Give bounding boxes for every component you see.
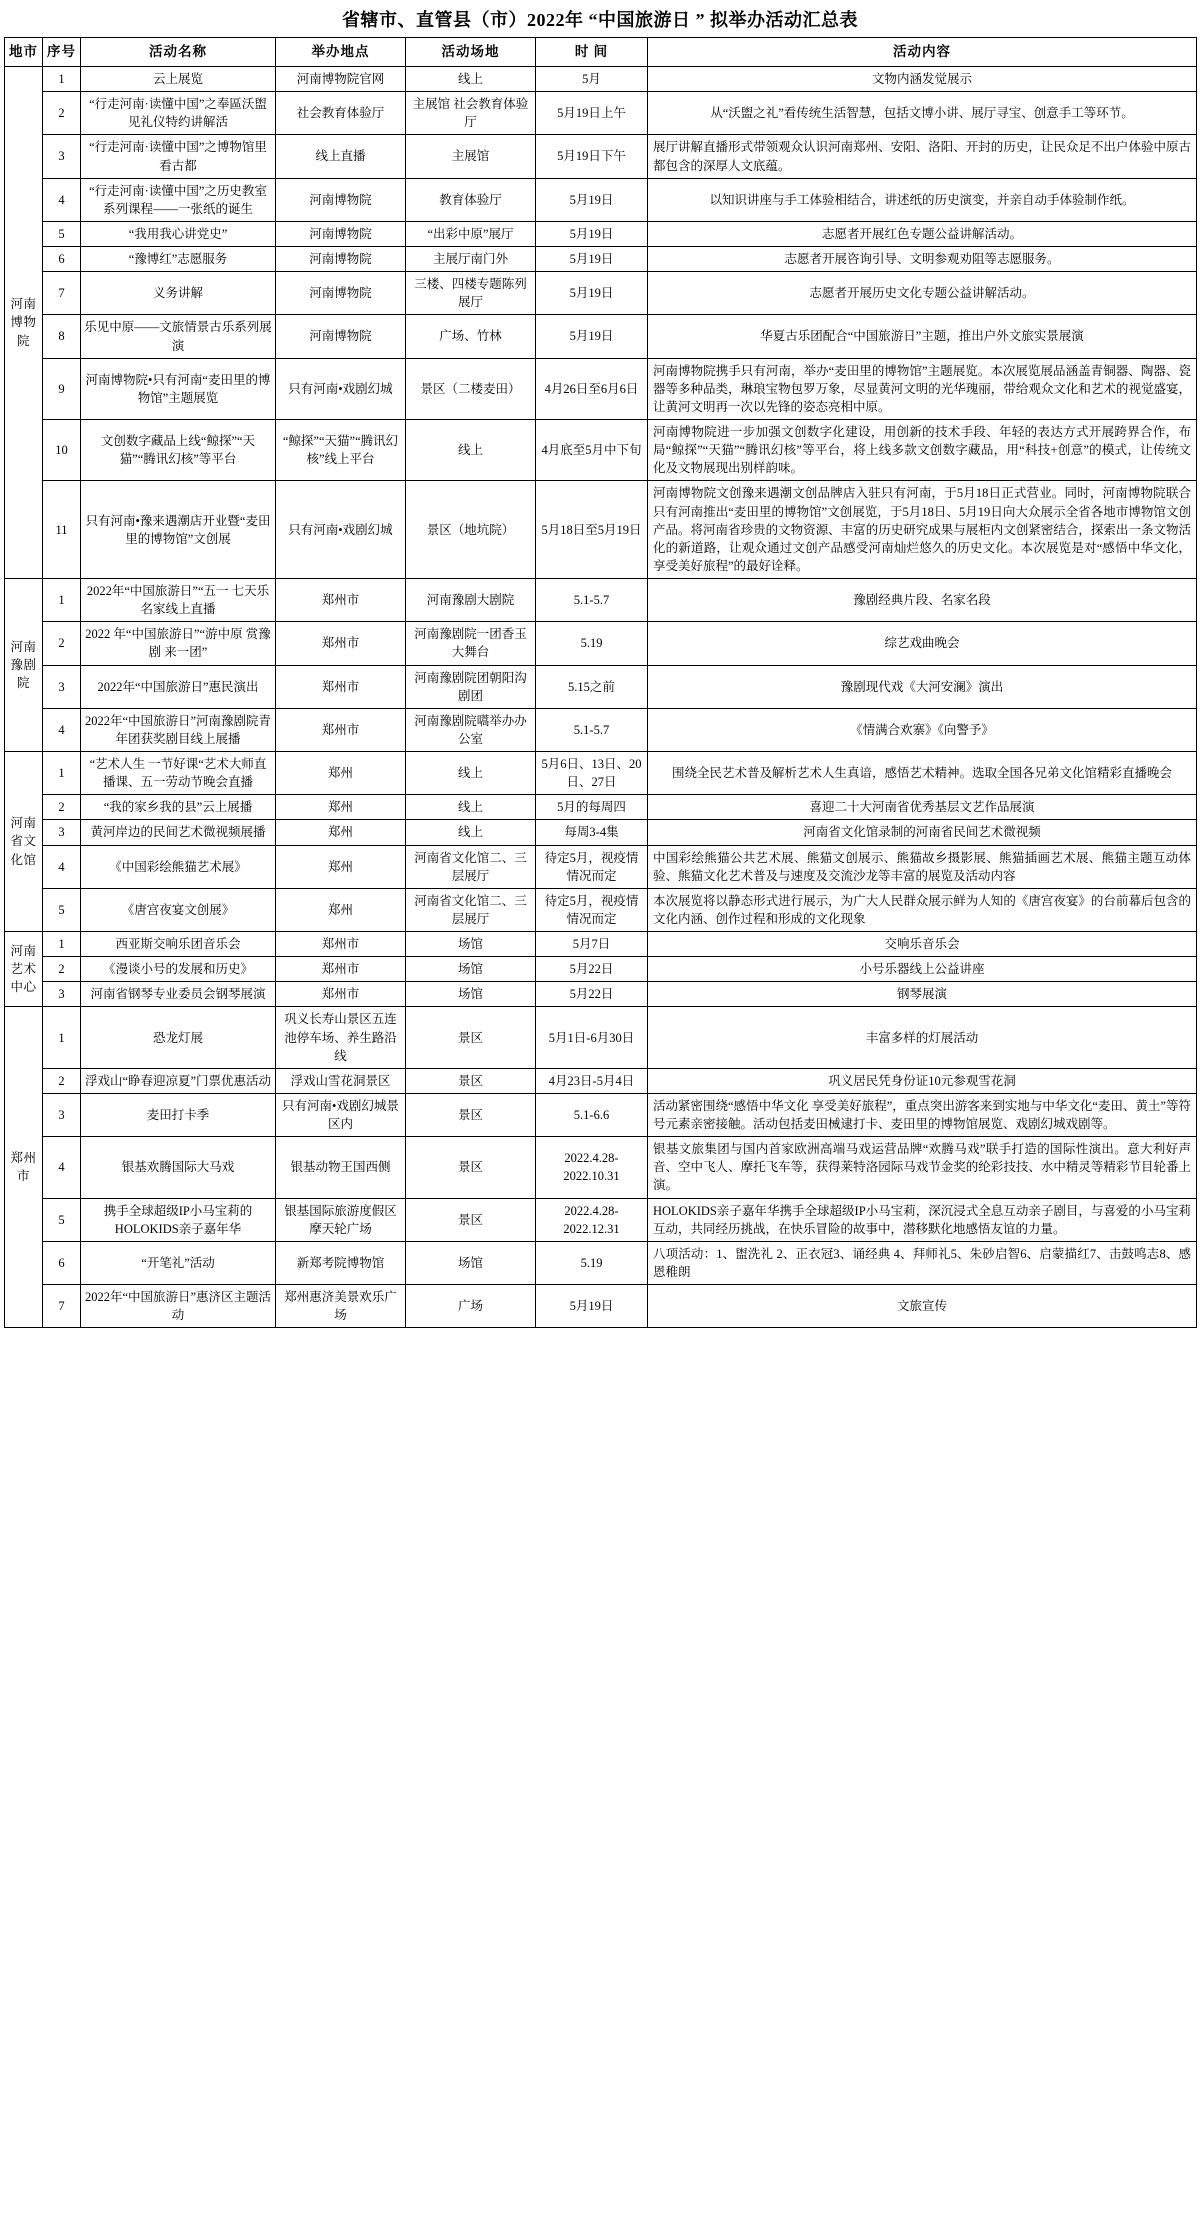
- activity-time: 5.15之前: [536, 665, 648, 708]
- table-row: [5, 92, 1197, 135]
- activity-location: 郑州: [276, 820, 406, 845]
- activity-content: 豫剧现代戏《大河安澜》演出: [648, 665, 1197, 708]
- row-index: 4: [43, 708, 81, 751]
- row-index: 9: [43, 358, 81, 419]
- activity-location: 郑州: [276, 795, 406, 820]
- activity-time: 2022.4.28-2022.10.31: [536, 1137, 648, 1198]
- activity-name: “我用我心讲党史”: [81, 221, 276, 246]
- column-header-venue: 活动场地: [406, 38, 536, 67]
- activity-venue: 景区（二楼麦田）: [406, 358, 536, 419]
- table-row: [5, 420, 1197, 481]
- table-row: [5, 481, 1197, 579]
- activity-name: 《漫谈小号的发展和历史》: [81, 957, 276, 982]
- activity-time: 5.19: [536, 622, 648, 665]
- row-index: 3: [43, 1093, 81, 1136]
- table-row: [5, 845, 1197, 888]
- row-index: 2: [43, 795, 81, 820]
- activity-location: 只有河南•戏剧幻城景区内: [276, 1093, 406, 1136]
- activity-name: “艺术人生 一节好课“艺术大师直播课、五一劳动节晚会直播: [81, 752, 276, 795]
- table-row: [5, 315, 1197, 358]
- activity-venue: “出彩中原”展厅: [406, 221, 536, 246]
- table-row: [5, 67, 1197, 92]
- activity-venue: 景区: [406, 1068, 536, 1093]
- activity-time: 5月18日至5月19日: [536, 481, 648, 579]
- activity-content: 河南博物院进一步加强文创数字化建设，用创新的技术手段、年轻的表达方式开展跨界合作，布局“鲸探”“天猫”“腾讯幻核”等平台，将上线多款文创数字藏品，用“科技+创意”的模式，让传统文化及文物展现出别样韵味。: [648, 420, 1197, 481]
- table-row: [5, 622, 1197, 665]
- activity-content: 志愿者开展咨询引导、文明参观劝阻等志愿服务。: [648, 247, 1197, 272]
- activity-time: 5月: [536, 67, 648, 92]
- activity-location: 巩义长寿山景区五连池停车场、养生路沿线: [276, 1007, 406, 1068]
- activity-location: 河南博物院: [276, 315, 406, 358]
- table-row: [5, 1285, 1197, 1328]
- activity-content: HOLOKIDS亲子嘉年华携手全球超级IP小马宝莉，深沉浸式全息互动亲子剧目，与喜爱的小马宝莉互动，共同经历挑战，在快乐冒险的故事中，潜移默化地感悟友谊的力量。: [648, 1198, 1197, 1241]
- activity-time: 5月19日: [536, 272, 648, 315]
- activity-name: 黄河岸边的民间艺术微视频展播: [81, 820, 276, 845]
- activity-time: 5月22日: [536, 957, 648, 982]
- table-row: [5, 1241, 1197, 1284]
- column-header-time: 时 间: [536, 38, 648, 67]
- table-row: [5, 1068, 1197, 1093]
- activity-name: 河南博物院•只有河南“麦田里的博物馆”主题展览: [81, 358, 276, 419]
- row-index: 8: [43, 315, 81, 358]
- activity-content: 河南博物院携手只有河南，举办“麦田里的博物馆”主题展览。本次展览展品涵盖青铜器、陶器、瓷器等多种品类，琳琅宝物包罗万象，尽显黄河文明的光华瑰丽，带给观众文化和艺术的视觉盛宴，让黄河文明再一次以先锋的姿态亮相中原。: [648, 358, 1197, 419]
- row-index: 10: [43, 420, 81, 481]
- activity-name: 2022年“中国旅游日”河南豫剧院青年团获奖剧目线上展播: [81, 708, 276, 751]
- activity-name: “行走河南·读懂中国”之奉區沃盥见礼仪特约讲解活: [81, 92, 276, 135]
- activity-location: 只有河南•戏剧幻城: [276, 481, 406, 579]
- group-cell-city: 河南艺术中心: [5, 932, 43, 1007]
- column-header-index: 序号: [43, 38, 81, 67]
- activity-location: 银基动物王国西侧: [276, 1137, 406, 1198]
- activity-name: “豫博红”志愿服务: [81, 247, 276, 272]
- table-row: [5, 795, 1197, 820]
- activity-time: 5月的每周四: [536, 795, 648, 820]
- activity-name: “开笔礼”活动: [81, 1241, 276, 1284]
- table-row: [5, 1007, 1197, 1068]
- activity-venue: 景区: [406, 1198, 536, 1241]
- activity-venue: 河南豫剧院团朝阳沟剧团: [406, 665, 536, 708]
- row-index: 1: [43, 932, 81, 957]
- activity-location: 新郑考院博物馆: [276, 1241, 406, 1284]
- activity-content: 河南省文化馆录制的河南省民间艺术微视频: [648, 820, 1197, 845]
- activity-location: 郑州惠济美景欢乐广场: [276, 1285, 406, 1328]
- activity-venue: 河南省文化馆二、三层展厅: [406, 845, 536, 888]
- activity-content: 中国彩绘熊猫公共艺术展、熊猫文创展示、熊猫故乡摄影展、熊猫插画艺术展、熊猫主题互动体验、熊猫文化艺术普及与速度及交流沙龙等丰富的展览及活动内容: [648, 845, 1197, 888]
- row-index: 5: [43, 221, 81, 246]
- activity-content: 银基文旅集团与国内首家欧洲高端马戏运营品牌“欢腾马戏”联手打造的国际性演出。意大利好声音、空中飞人、摩托飞车等，获得莱特洛园际马戏节金奖的纶彩技技、水中精灵等精彩节目轮番上演。: [648, 1137, 1197, 1198]
- activity-content: 华夏古乐团配合“中国旅游日”主题，推出户外文旅实景展演: [648, 315, 1197, 358]
- activity-time: 5.1-6.6: [536, 1093, 648, 1136]
- activity-venue: 广场: [406, 1285, 536, 1328]
- activity-location: 郑州: [276, 845, 406, 888]
- row-index: 1: [43, 579, 81, 622]
- activity-venue: 线上: [406, 67, 536, 92]
- activity-time: 每周3-4集: [536, 820, 648, 845]
- activity-location: 河南博物院: [276, 247, 406, 272]
- activity-time: 5月19日: [536, 1285, 648, 1328]
- row-index: 2: [43, 622, 81, 665]
- row-index: 7: [43, 1285, 81, 1328]
- activity-time: 5.1-5.7: [536, 579, 648, 622]
- activity-time: 4月23日-5月4日: [536, 1068, 648, 1093]
- activity-time: 5月1日-6月30日: [536, 1007, 648, 1068]
- activity-name: “行走河南·读懂中国”之博物馆里看古都: [81, 135, 276, 178]
- activity-time: 待定5月，视疫情情况而定: [536, 845, 648, 888]
- row-index: 6: [43, 1241, 81, 1284]
- activity-time: 5月19日: [536, 178, 648, 221]
- activity-location: 郑州市: [276, 665, 406, 708]
- group-cell-city: 河南豫剧院: [5, 579, 43, 752]
- activity-content: 本次展览将以静态形式进行展示，为广大人民群众展示鲜为人知的《唐宫夜宴》的台前幕后包含的文化内涵、创作过程和形成的文化现象: [648, 888, 1197, 931]
- table-row: [5, 1198, 1197, 1241]
- table-row: [5, 247, 1197, 272]
- activity-content: 钢琴展演: [648, 982, 1197, 1007]
- activity-content: 以知识讲座与手工体验相结合，讲述纸的历史演变，并亲自动手体验制作纸。: [648, 178, 1197, 221]
- activity-venue: 景区（地坑院）: [406, 481, 536, 579]
- table-row: [5, 888, 1197, 931]
- activity-location: 郑州: [276, 752, 406, 795]
- activity-content: 围绕全民艺术普及解析艺术人生真谙，感悟艺术精神。选取全国各兄弟文化馆精彩直播晚会: [648, 752, 1197, 795]
- activity-name: 《唐宫夜宴文创展》: [81, 888, 276, 931]
- activity-location: 浮戏山雪花洞景区: [276, 1068, 406, 1093]
- activity-venue: 线上: [406, 752, 536, 795]
- group-cell-city: 河南博物院: [5, 67, 43, 579]
- activity-content: 巩义居民凭身份证10元参观雪花洞: [648, 1068, 1197, 1093]
- row-index: 4: [43, 845, 81, 888]
- activity-name: 恐龙灯展: [81, 1007, 276, 1068]
- table-row: [5, 135, 1197, 178]
- activity-time: 5月19日: [536, 221, 648, 246]
- activity-location: 银基国际旅游度假区摩天轮广场: [276, 1198, 406, 1241]
- row-index: 6: [43, 247, 81, 272]
- activity-time: 2022.4.28-2022.12.31: [536, 1198, 648, 1241]
- table-header-row: [5, 38, 1197, 67]
- activity-venue: 广场、竹林: [406, 315, 536, 358]
- activity-content: 丰富多样的灯展活动: [648, 1007, 1197, 1068]
- table-row: [5, 221, 1197, 246]
- activity-venue: 主展馆 社会教育体验厅: [406, 92, 536, 135]
- activity-content: 河南博物院文创豫来遇潮文创品牌店入驻只有河南，于5月18日正式营业。同时，河南博物院联合只有河南推出“麦田里的博物馆”文创展览，于5月18日、5月19日向大众展示全省各地市博物馆文创产品。将河南省珍贵的文物资源、丰富的历史研究成果与展柜内文创紧密结合，探索出一条文物活化的新道路，让观众通过文创产品感受河南灿烂悠久的历史文化。本次展览是对“感悟中华文化，享受美好旅程”的最好诠释。: [648, 481, 1197, 579]
- row-index: 4: [43, 1137, 81, 1198]
- activity-content: 志愿者开展历史文化专题公益讲解活动。: [648, 272, 1197, 315]
- activity-time: 5月19日: [536, 315, 648, 358]
- activity-location: 河南博物院: [276, 178, 406, 221]
- row-index: 5: [43, 1198, 81, 1241]
- table-header: [5, 38, 1197, 67]
- activity-name: 麦田打卡季: [81, 1093, 276, 1136]
- activity-content: 小号乐器线上公益讲座: [648, 957, 1197, 982]
- activity-venue: 线上: [406, 420, 536, 481]
- activity-time: 5月19日上午: [536, 92, 648, 135]
- row-index: 3: [43, 665, 81, 708]
- activity-content: 展厅讲解直播形式带领观众认识河南郑州、安阳、洛阳、开封的历史，让民众足不出户体验中原古都包含的深厚人文底蕴。: [648, 135, 1197, 178]
- row-index: 3: [43, 982, 81, 1007]
- activity-venue: 景区: [406, 1137, 536, 1198]
- row-index: 3: [43, 820, 81, 845]
- activity-venue: 线上: [406, 795, 536, 820]
- activity-location: “鲸探”“天猫”“腾讯幻核”线上平台: [276, 420, 406, 481]
- activity-location: 河南博物院: [276, 221, 406, 246]
- activity-time: 5月7日: [536, 932, 648, 957]
- activity-time: 5月19日下午: [536, 135, 648, 178]
- table-row: [5, 579, 1197, 622]
- activity-summary-table: [4, 37, 1197, 1328]
- activity-content: 综艺戏曲晚会: [648, 622, 1197, 665]
- activity-name: “行走河南·读懂中国”之历史教室系列课程——一张纸的诞生: [81, 178, 276, 221]
- activity-content: 《情满合欢寨》《向警予》: [648, 708, 1197, 751]
- row-index: 1: [43, 1007, 81, 1068]
- table-row: [5, 178, 1197, 221]
- activity-location: 郑州市: [276, 957, 406, 982]
- table-row: [5, 358, 1197, 419]
- activity-location: 郑州: [276, 888, 406, 931]
- activity-name: 2022 年“中国旅游日”“游中原 赏豫剧 来一团”: [81, 622, 276, 665]
- activity-name: 2022年“中国旅游日”“五一 七天乐名家线上直播: [81, 579, 276, 622]
- activity-time: 4月底至5月中下旬: [536, 420, 648, 481]
- activity-venue: 景区: [406, 1007, 536, 1068]
- table-row: [5, 708, 1197, 751]
- activity-name: 银基欢腾国际大马戏: [81, 1137, 276, 1198]
- activity-time: 5月6日、13日、20日、27日: [536, 752, 648, 795]
- activity-content: 志愿者开展红色专题公益讲解活动。: [648, 221, 1197, 246]
- activity-name: 携手全球超级IP小马宝莉的HOLOKIDS亲子嘉年华: [81, 1198, 276, 1241]
- activity-venue: 教育体验厅: [406, 178, 536, 221]
- row-index: 4: [43, 178, 81, 221]
- activity-content: 喜迎二十大河南省优秀基层文艺作品展演: [648, 795, 1197, 820]
- activity-location: 郑州市: [276, 708, 406, 751]
- activity-venue: 景区: [406, 1093, 536, 1136]
- row-index: 2: [43, 957, 81, 982]
- activity-name: 云上展览: [81, 67, 276, 92]
- column-header-activity-name: 活动名称: [81, 38, 276, 67]
- group-cell-city: 郑州市: [5, 1007, 43, 1328]
- activity-time: 待定5月，视疫情情况而定: [536, 888, 648, 931]
- activity-venue: 主展馆: [406, 135, 536, 178]
- activity-name: “我的家乡我的县”云上展播: [81, 795, 276, 820]
- table-row: [5, 1137, 1197, 1198]
- activity-location: 线上直播: [276, 135, 406, 178]
- activity-content: 八项活动：1、盥洗礼 2、正衣冠3、诵经典 4、拜师礼5、朱砂启智6、启蒙描红7、击鼓鸣志8、感恩稚朗: [648, 1241, 1197, 1284]
- activity-time: 5月19日: [536, 247, 648, 272]
- table-row: [5, 1093, 1197, 1136]
- activity-name: 西亚斯交响乐团音乐会: [81, 932, 276, 957]
- table-row: [5, 982, 1197, 1007]
- activity-name: 只有河南•豫来遇潮店开业暨“麦田里的博物馆”文创展: [81, 481, 276, 579]
- activity-location: 郑州市: [276, 982, 406, 1007]
- table-row: [5, 957, 1197, 982]
- activity-name: 河南省钢琴专业委员会钢琴展演: [81, 982, 276, 1007]
- table-body: [5, 67, 1197, 1328]
- activity-name: 乐见中原——文旅情景古乐系列展演: [81, 315, 276, 358]
- activity-location: 郑州市: [276, 932, 406, 957]
- activity-venue: 场馆: [406, 932, 536, 957]
- activity-venue: 场馆: [406, 1241, 536, 1284]
- activity-name: 2022年“中国旅游日”惠民演出: [81, 665, 276, 708]
- page-title: 省辖市、直管县（市）2022年 “中国旅游日 ” 拟举办活动汇总表: [342, 10, 858, 30]
- activity-location: 河南博物院官网: [276, 67, 406, 92]
- activity-name: 《中国彩绘熊猫艺术展》: [81, 845, 276, 888]
- activity-content: 活动紧密围绕“感悟中华文化 享受美好旅程”，重点突出游客来到实地与中华文化“麦田、黄土”等符号元素亲密接触。活动包括麦田械逮打卡、麦田里的博物馆展览、戏剧幻城戏剧等。: [648, 1093, 1197, 1136]
- activity-venue: 场馆: [406, 982, 536, 1007]
- activity-time: 5.1-5.7: [536, 708, 648, 751]
- activity-content: 豫剧经典片段、名家名段: [648, 579, 1197, 622]
- activity-content: 从“沃盥之礼”看传统生活智慧，包括文博小讲、展厅寻宝、创意手工等环节。: [648, 92, 1197, 135]
- column-header-location: 举办地点: [276, 38, 406, 67]
- row-index: 7: [43, 272, 81, 315]
- activity-location: 只有河南•戏剧幻城: [276, 358, 406, 419]
- row-index: 2: [43, 1068, 81, 1093]
- activity-time: 5月22日: [536, 982, 648, 1007]
- row-index: 3: [43, 135, 81, 178]
- group-cell-city: 河南省文化馆: [5, 752, 43, 932]
- activity-venue: 三楼、四楼专题陈列展厅: [406, 272, 536, 315]
- activity-content: 交响乐音乐会: [648, 932, 1197, 957]
- row-index: 5: [43, 888, 81, 931]
- row-index: 1: [43, 67, 81, 92]
- row-index: 2: [43, 92, 81, 135]
- activity-time: 5.19: [536, 1241, 648, 1284]
- row-index: 1: [43, 752, 81, 795]
- table-row: [5, 272, 1197, 315]
- activity-content: 文物内涵发觉展示: [648, 67, 1197, 92]
- activity-venue: 主展厅南门外: [406, 247, 536, 272]
- column-header-city: 地市: [5, 38, 43, 67]
- activity-venue: 场馆: [406, 957, 536, 982]
- activity-name: 义务讲解: [81, 272, 276, 315]
- activity-venue: 河南豫剧院嚆举办办公室: [406, 708, 536, 751]
- activity-content: 文旅宣传: [648, 1285, 1197, 1328]
- activity-venue: 河南省文化馆二、三层展厅: [406, 888, 536, 931]
- activity-location: 河南博物院: [276, 272, 406, 315]
- activity-venue: 河南豫剧大剧院: [406, 579, 536, 622]
- table-row: [5, 820, 1197, 845]
- activity-name: 2022年“中国旅游日”惠济区主题活动: [81, 1285, 276, 1328]
- row-index: 11: [43, 481, 81, 579]
- activity-name: 浮戏山“睁春迎凉夏”门票优惠活动: [81, 1068, 276, 1093]
- table-row: [5, 932, 1197, 957]
- activity-location: 郑州市: [276, 622, 406, 665]
- activity-time: 4月26日至6月6日: [536, 358, 648, 419]
- activity-venue: 河南豫剧院一团香玉大舞台: [406, 622, 536, 665]
- activity-location: 郑州市: [276, 579, 406, 622]
- column-header-content: 活动内容: [648, 38, 1197, 67]
- activity-name: 文创数字藏品上线“鲸探”“天猫”“腾讯幻核”等平台: [81, 420, 276, 481]
- activity-location: 社会教育体验厅: [276, 92, 406, 135]
- table-row: [5, 752, 1197, 795]
- activity-venue: 线上: [406, 820, 536, 845]
- table-row: [5, 665, 1197, 708]
